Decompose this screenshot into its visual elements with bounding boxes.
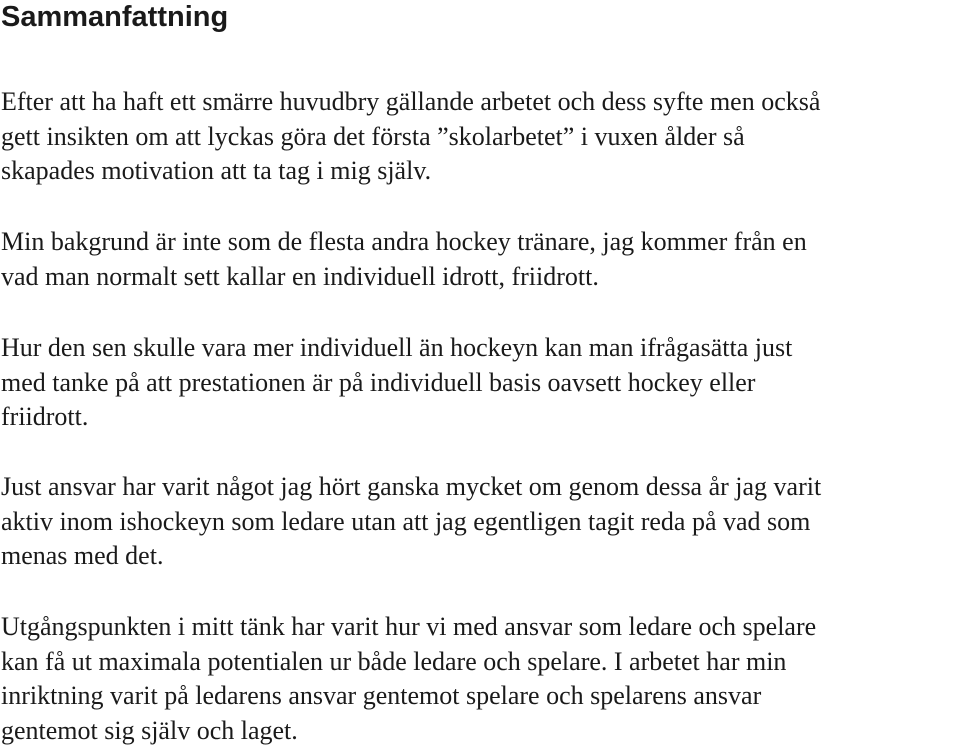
paragraph-line: gett insikten om att lyckas göra det första ”skolarbetet” i vuxen ålder så	[1, 121, 745, 151]
paragraph-line: kan få ut maximala potentialen ur både ledare och spelare. I arbetet har min	[1, 646, 787, 676]
paragraph-line: vad man normalt sett kallar en individuell idrott, friidrott.	[1, 261, 599, 291]
paragraph-line: gentemot sig själv och laget.	[1, 715, 298, 745]
paragraph-line: Efter att ha haft ett smärre huvudbry gällande arbetet och dess syfte men också	[1, 87, 821, 116]
paragraph-line: friidrott.	[1, 402, 89, 431]
paragraph-line: Just ansvar har varit något jag hört ganska mycket om genom dessa år jag varit	[1, 472, 822, 501]
paragraph-line: Utgångspunkten i mitt tänk har varit hur vi med ansvar som ledare och spelare	[1, 612, 817, 641]
paragraph-line: Min bakgrund är inte som de flesta andra hockey tränare, jag kommer från en	[1, 227, 807, 256]
paragraph-line: menas med det.	[1, 541, 164, 570]
paragraph-2	[1, 225, 959, 294]
paragraph-1	[1, 85, 959, 189]
paragraph-line: skapades motivation att ta tag i mig själv.	[1, 156, 432, 185]
paragraph-line: med tanke på att prestationen är på individuell basis oavsett hockey eller	[1, 367, 756, 397]
paragraph-line: inriktning varit på ledarens ansvar gentemot spelare och spelarens ansvar	[1, 681, 762, 710]
paragraph-3	[1, 331, 959, 435]
section-heading: Sammanfattning	[1, 1, 229, 33]
paragraph-4	[1, 470, 959, 574]
paragraph-line: aktiv inom ishockeyn som ledare utan att jag egentligen tagit reda på vad som	[1, 506, 811, 536]
paragraph-5	[1, 610, 959, 748]
paragraph-line: Hur den sen skulle vara mer individuell än hockeyn kan man ifrågasätta just	[1, 333, 793, 362]
